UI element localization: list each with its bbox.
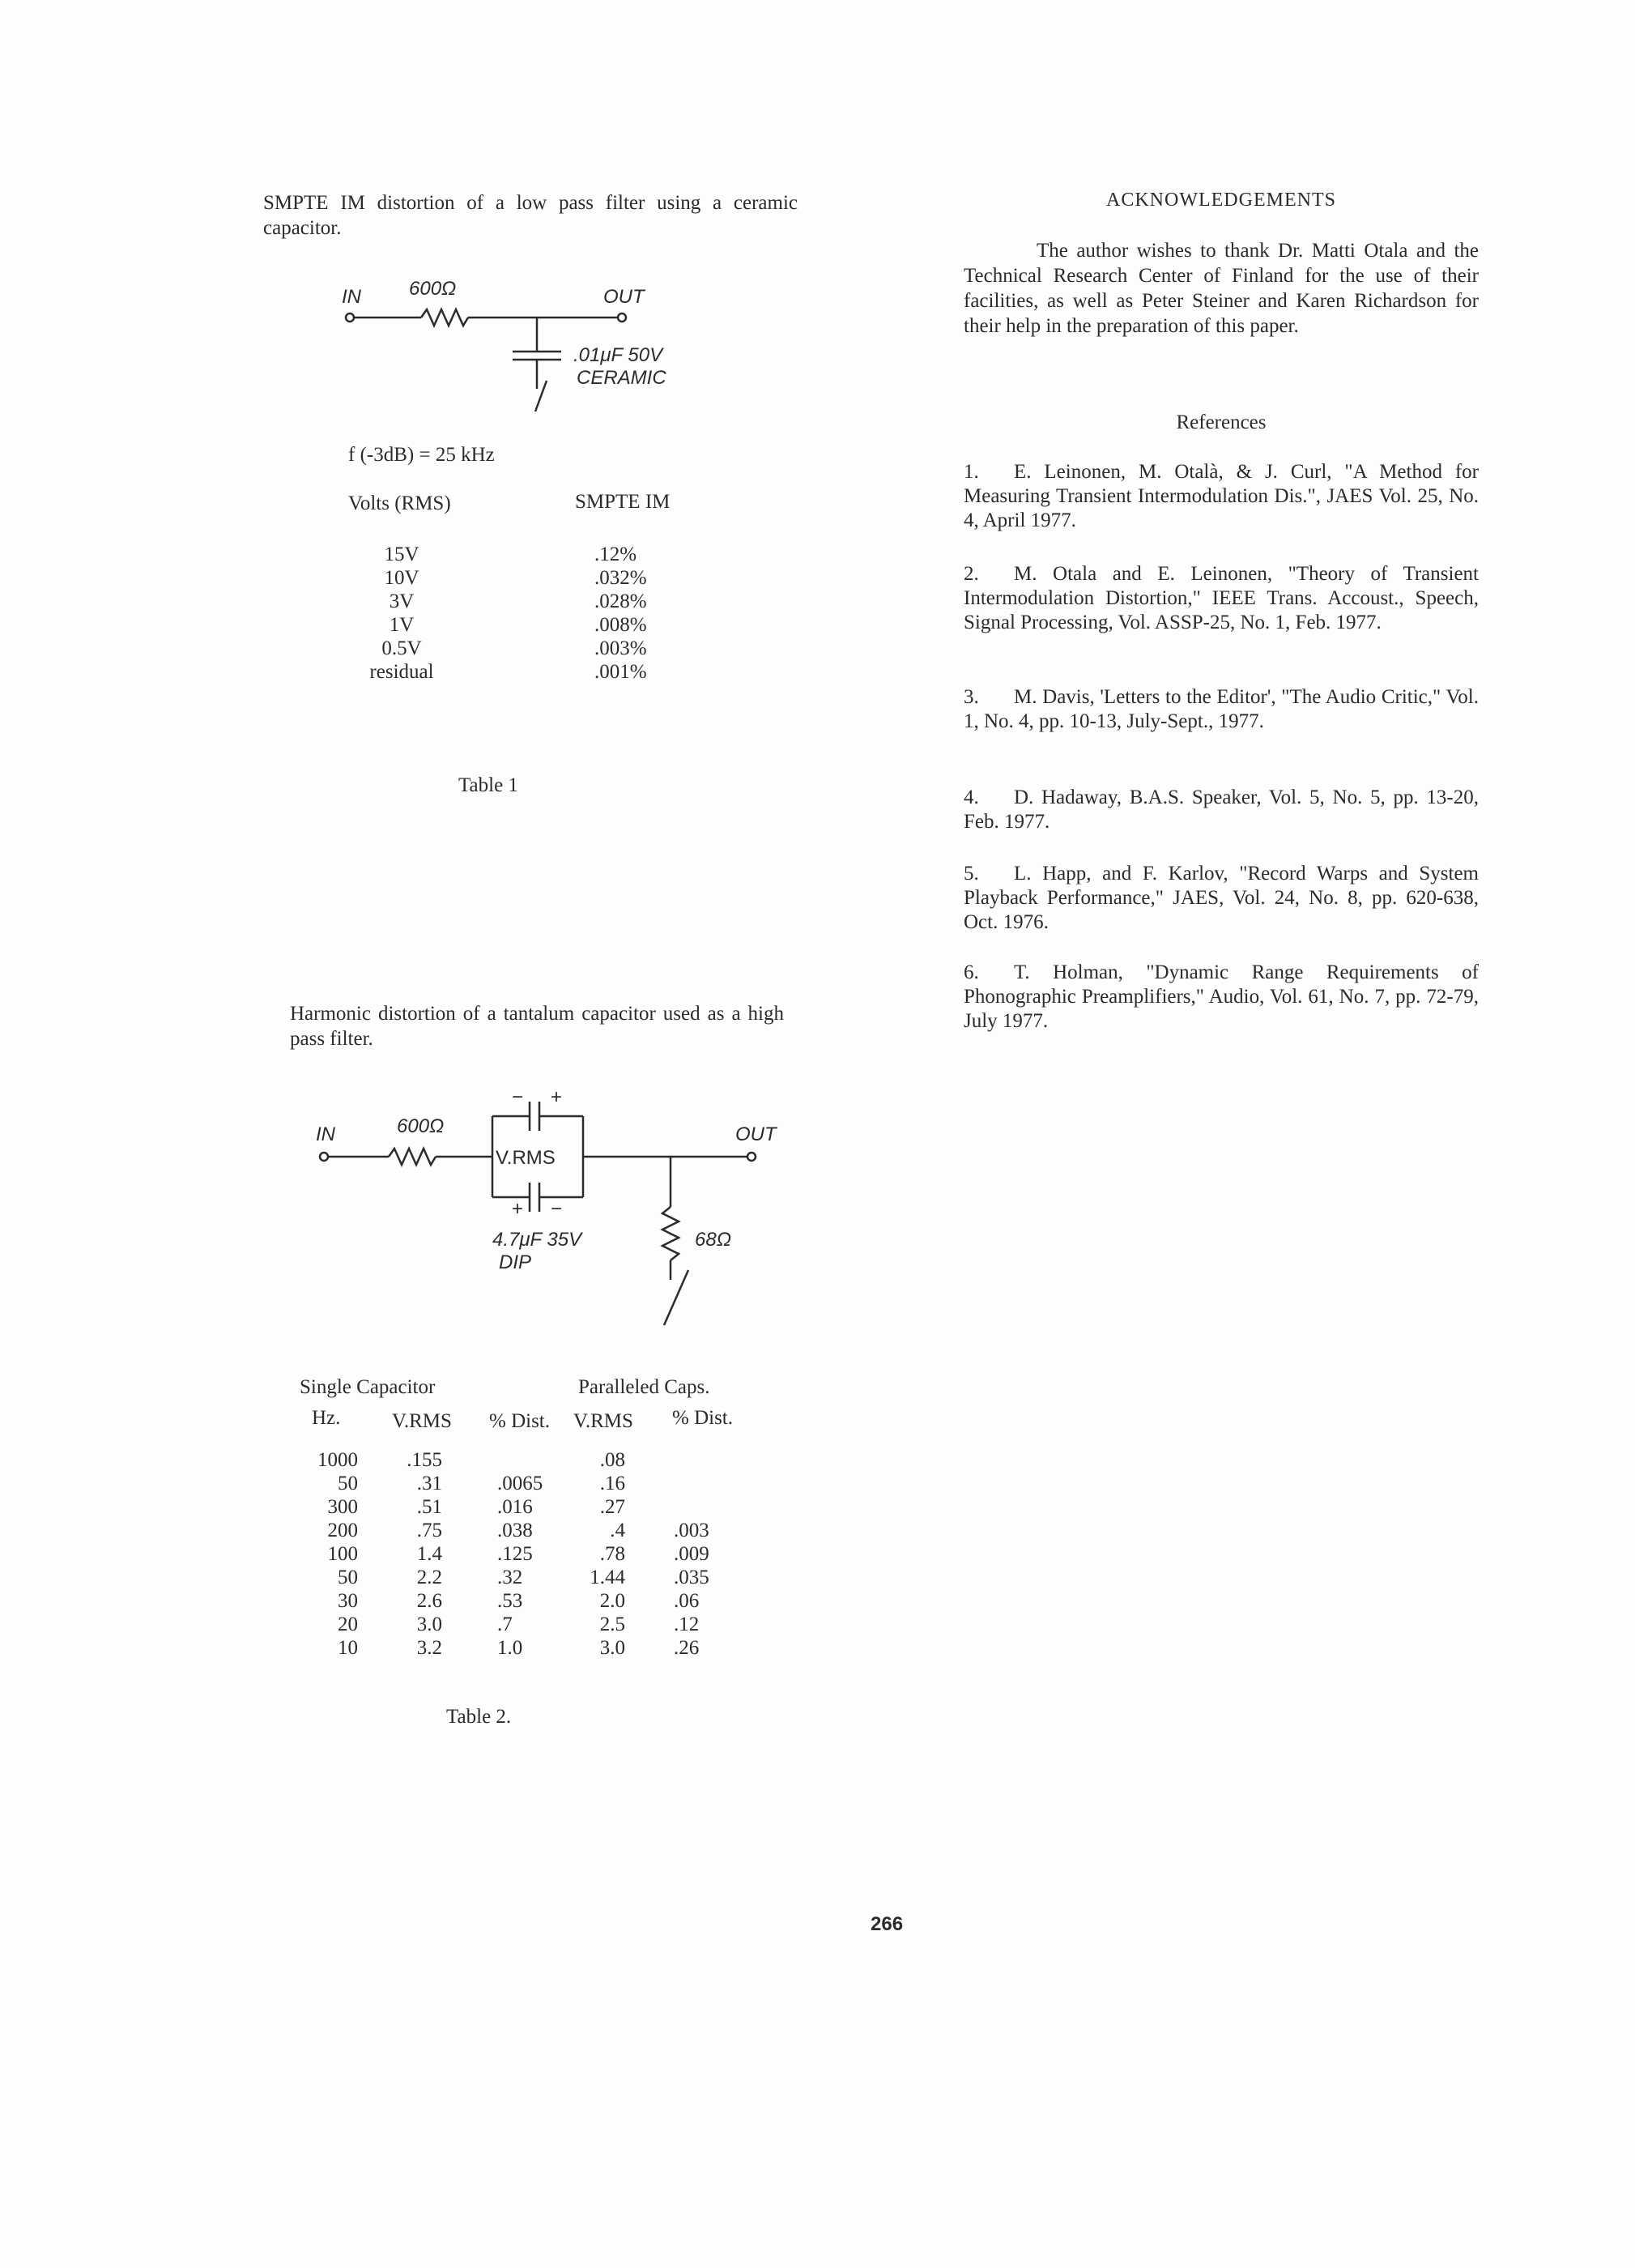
- fig2-in-label: IN: [316, 1123, 335, 1145]
- table1-smpte-cell: .032%: [594, 567, 647, 589]
- fig2-cap1-plus: +: [551, 1086, 563, 1108]
- fig1-output-terminal: [618, 313, 626, 322]
- reference-text: M. Otala and E. Leinonen, "Theory of Transient Intermodulation Distortion," IEEE Trans. Accoust., Speech, Signal Processing, Vol. ASSP-25, No. 1, Feb. 1977.: [964, 563, 1479, 633]
- reference-item: [964, 685, 1479, 734]
- table2-dist-paralleled-cell: .009: [674, 1543, 709, 1565]
- table2-dist-cell: .125: [497, 1543, 533, 1565]
- fig2-ground-symbol: [664, 1270, 688, 1325]
- table1-volts-cell: 0.5V: [381, 637, 422, 659]
- fig2-resistor-label: 600Ω: [397, 1115, 445, 1137]
- fig2-output-terminal: [747, 1153, 756, 1161]
- reference-number: 1.: [964, 461, 979, 483]
- table2-vrms-cell: 2.6: [416, 1590, 442, 1612]
- acknowledgements-heading: ACKNOWLEDGEMENTS: [1106, 190, 1336, 211]
- table2-dist-paralleled-cell: .26: [674, 1637, 700, 1659]
- acknowledgements-text: The author wishes to thank Dr. Matti Otala and the Technical Research Center of Finland for the use of their facilities, as well as Peter Steiner and Karen Richardson for their help in the preparation of this paper.: [964, 240, 1479, 337]
- table1-smpte-cell: .008%: [594, 614, 647, 636]
- fig1-in-label: IN: [342, 286, 361, 308]
- reference-number: 4.: [964, 787, 979, 808]
- table2-vrms-cell: .155: [407, 1449, 442, 1471]
- fig2-cap1-minus: −: [512, 1086, 524, 1108]
- fig1-resistor-label: 600Ω: [409, 278, 457, 300]
- table1-volts-cell: 10V: [384, 567, 419, 589]
- table2-dist-cell: .7: [497, 1614, 513, 1635]
- table2-vrms-cell: 1.4: [416, 1543, 442, 1565]
- fig2-cap-type: DIP: [499, 1251, 532, 1273]
- table2-vrms-paralleled-cell: .08: [599, 1449, 625, 1471]
- table2-vrms-cell: 3.0: [416, 1614, 442, 1635]
- table1-header-smpte: SMPTE IM: [575, 491, 671, 513]
- table2-hz-cell: 300: [327, 1496, 358, 1518]
- fig1-cap-type: CERAMIC: [577, 367, 666, 389]
- table2-dist-cell: .0065: [497, 1473, 543, 1494]
- table2-vrms-paralleled-cell: 1.44: [590, 1567, 625, 1588]
- table1-caption: Table 1: [458, 774, 518, 796]
- table2-header-vrms: V.RMS: [392, 1410, 452, 1432]
- table2-header-dist-paralleled: % Dist.: [672, 1407, 733, 1429]
- figure-2-caption: Harmonic distortion of a tantalum capacitor used as a high pass filter.: [290, 1003, 784, 1050]
- cutoff-frequency: f (-3dB) = 25 kHz: [348, 444, 495, 466]
- reference-text: E. Leinonen, M. Otalà, & J. Curl, "A Method for Measuring Transient Intermodulation Dis.", JAES Vol. 25, No. 4, April 1977.: [964, 461, 1479, 531]
- references-heading: References: [1176, 411, 1267, 433]
- table2-hz-cell: 50: [338, 1567, 358, 1588]
- table1-smpte-cell: .003%: [594, 637, 647, 659]
- low-pass-filter-schematic: [324, 267, 713, 429]
- table2-hz-cell: 1000: [317, 1449, 358, 1471]
- table2-header-vrms-paralleled: V.RMS: [573, 1410, 633, 1432]
- reference-number: 3.: [964, 686, 979, 708]
- table2-dist-cell: .32: [497, 1567, 523, 1588]
- table2-vrms-paralleled-cell: .16: [599, 1473, 625, 1494]
- fig2-resistor-symbol: [389, 1149, 436, 1165]
- fig2-load-label: 68Ω: [695, 1229, 731, 1251]
- fig2-input-terminal: [320, 1153, 328, 1161]
- fig2-cap-value: 4.7μF 35V: [492, 1229, 582, 1251]
- reference-number: 2.: [964, 563, 979, 585]
- table1-header-volts: Volts (RMS): [348, 492, 451, 514]
- table2-vrms-cell: .75: [416, 1520, 442, 1541]
- table2-dist-cell: .016: [497, 1496, 533, 1518]
- fig1-cap-value: .01μF 50V: [573, 344, 663, 366]
- table2-vrms-cell: 2.2: [416, 1567, 442, 1588]
- table1-smpte-cell: .12%: [594, 544, 637, 565]
- table1-volts-cell: 15V: [384, 544, 419, 565]
- table2-vrms-paralleled-cell: 2.5: [599, 1614, 625, 1635]
- table2-vrms-paralleled-cell: .78: [599, 1543, 625, 1565]
- table2-vrms-paralleled-cell: 3.0: [599, 1637, 625, 1659]
- table2-hz-cell: 30: [338, 1590, 358, 1612]
- table2-dist-cell: .53: [497, 1590, 523, 1612]
- fig1-out-label: OUT: [603, 286, 645, 308]
- reference-text: L. Happ, and F. Karlov, "Record Warps and System Playback Performance," JAES, Vol. 24, No. 8, pp. 620-638, Oct. 1976.: [964, 863, 1479, 933]
- table2-vrms-paralleled-cell: .27: [599, 1496, 625, 1518]
- high-pass-filter-schematic: [308, 1085, 794, 1328]
- table1-volts-cell: 1V: [389, 614, 415, 636]
- table2-dist-paralleled-cell: .06: [674, 1590, 700, 1612]
- table1-smpte-cell: .001%: [594, 661, 647, 683]
- table2-group-parallel: Paralleled Caps.: [578, 1376, 710, 1398]
- table2-caption: Table 2.: [446, 1706, 512, 1728]
- fig1-input-terminal: [346, 313, 354, 322]
- reference-item: [964, 961, 1479, 1034]
- table2-vrms-cell: .31: [416, 1473, 442, 1494]
- table2-header-dist: % Dist.: [489, 1410, 550, 1432]
- table2-hz-cell: 50: [338, 1473, 358, 1494]
- page-number: 266: [871, 1913, 904, 1935]
- table2-header-hz: Hz.: [312, 1407, 341, 1429]
- table2-vrms-cell: .51: [416, 1496, 442, 1518]
- table1-volts-cell: 3V: [389, 590, 415, 612]
- reference-text: D. Hadaway, B.A.S. Speaker, Vol. 5, No. 5, pp. 13-20, Feb. 1977.: [964, 787, 1479, 833]
- table1-volts-cell: residual: [369, 661, 434, 683]
- reference-item: [964, 862, 1479, 935]
- fig2-vrms-label: V.RMS: [496, 1147, 556, 1169]
- table2-vrms-paralleled-cell: 2.0: [599, 1590, 625, 1612]
- fig2-out-label: OUT: [735, 1123, 777, 1145]
- table2-dist-paralleled-cell: .003: [674, 1520, 709, 1541]
- table2-vrms-paralleled-cell: .4: [610, 1520, 625, 1541]
- reference-text: T. Holman, "Dynamic Range Requirements of Phonographic Preamplifiers," Audio, Vol. 61, No. 7, pp. 72-79, July 1977.: [964, 961, 1479, 1032]
- reference-number: 5.: [964, 863, 979, 885]
- table2-dist-paralleled-cell: .12: [674, 1614, 700, 1635]
- table2-hz-cell: 100: [327, 1543, 358, 1565]
- reference-item: [964, 562, 1479, 635]
- table2-group-single: Single Capacitor: [300, 1376, 436, 1398]
- table2-dist-cell: 1.0: [497, 1637, 523, 1659]
- fig2-load-resistor-symbol: [662, 1207, 679, 1260]
- table2-hz-cell: 10: [338, 1637, 358, 1659]
- table2-hz-cell: 200: [327, 1520, 358, 1541]
- figure-1-caption: SMPTE IM distortion of a low pass filter using a ceramic capacitor.: [263, 192, 798, 239]
- reference-number: 6.: [964, 961, 979, 983]
- reference-item: [964, 786, 1479, 834]
- table2-dist-cell: .038: [497, 1520, 533, 1541]
- reference-item: [964, 460, 1479, 533]
- table2-vrms-cell: 3.2: [416, 1637, 442, 1659]
- table2-hz-cell: 20: [338, 1614, 358, 1635]
- table1-smpte-cell: .028%: [594, 590, 647, 612]
- fig2-cap2-minus: −: [551, 1198, 563, 1220]
- reference-text: M. Davis, 'Letters to the Editor', "The Audio Critic," Vol. 1, No. 4, pp. 10-13, July-Sept., 1977.: [964, 686, 1479, 732]
- fig2-cap2-plus: +: [512, 1198, 524, 1220]
- table2-dist-paralleled-cell: .035: [674, 1567, 709, 1588]
- fig1-resistor-symbol: [421, 309, 468, 326]
